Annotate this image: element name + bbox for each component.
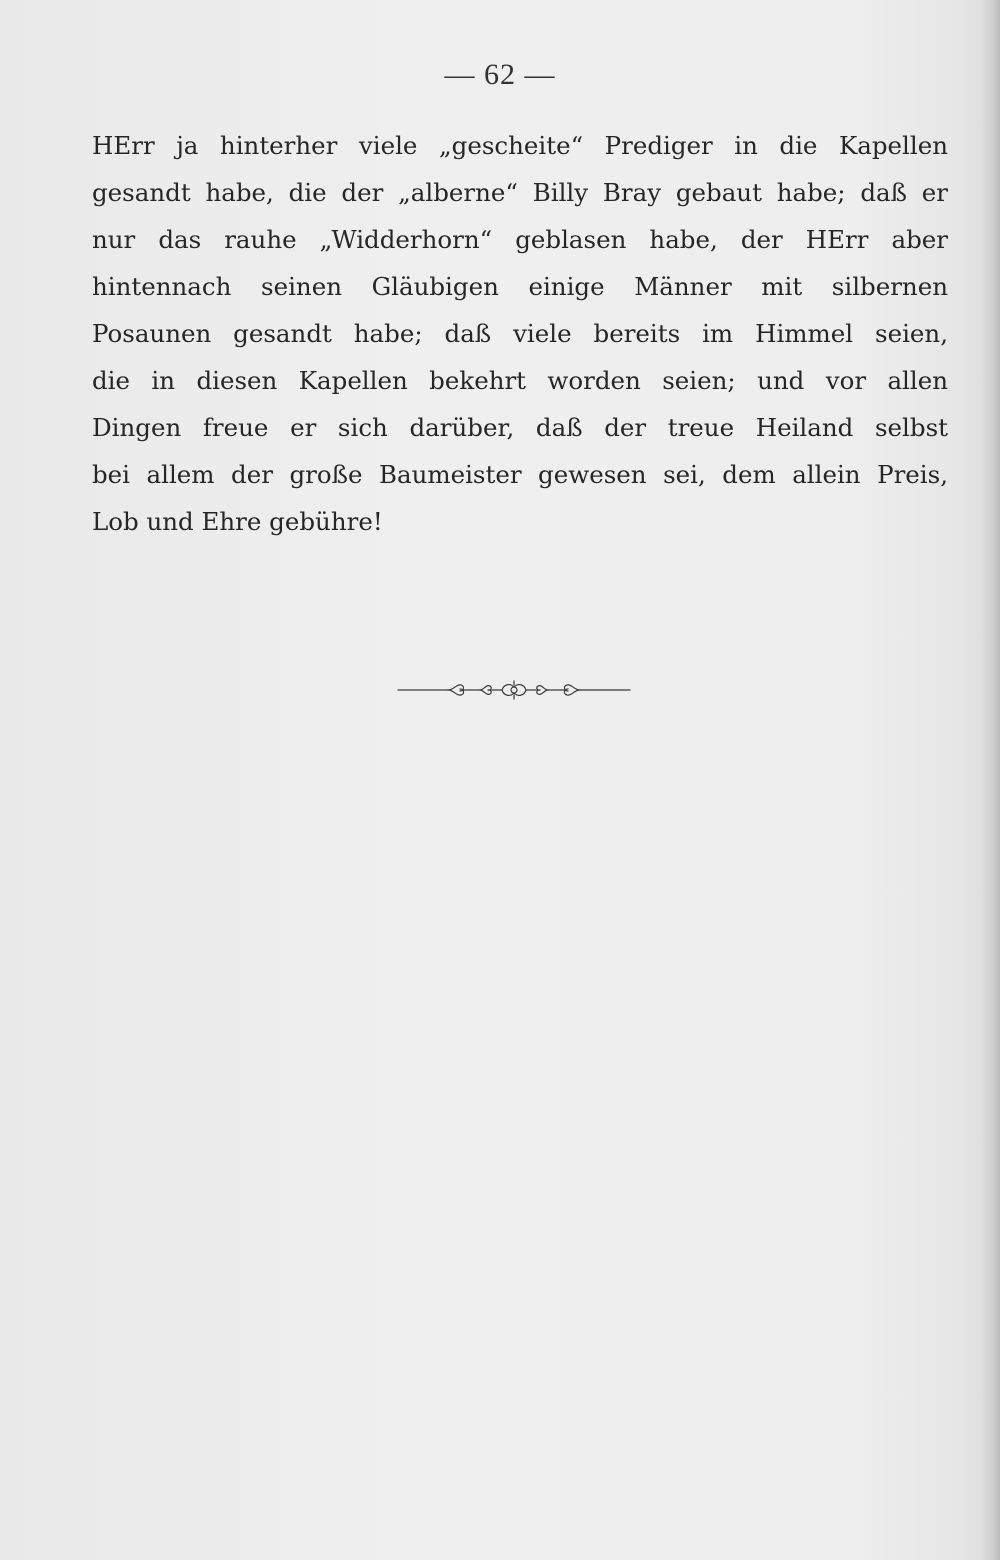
text-line: HErr ja hinterher viele „gescheite“ Prediger in die Kapellen xyxy=(92,131,948,160)
text-line: bei allem der große Baumeister gewesen sei, dem allein Preis, xyxy=(92,460,948,489)
text-line: hintennach seinen Gläubigen einige Männer mit silbernen xyxy=(92,272,948,301)
decorative-flourish-icon xyxy=(396,678,632,702)
text-line: die in diesen Kapellen bekehrt worden seien; und vor allen xyxy=(92,366,948,395)
text-line: Dingen freue er sich darüber, daß der treue Heiland selbst xyxy=(92,413,948,442)
text-line-final: Lob und Ehre gebühre! xyxy=(92,507,383,536)
text-line: Posaunen gesandt habe; daß viele bereits im Himmel seien, xyxy=(92,319,948,348)
text-line: gesandt habe, die der „alberne“ Billy Bray gebaut habe; daß er xyxy=(92,178,948,207)
page-binding-shadow xyxy=(982,0,1000,1560)
page-number: — 62 — xyxy=(444,58,556,91)
text-line: nur das rauhe „Widderhorn“ geblasen habe, der HErr aber xyxy=(92,225,948,254)
body-text xyxy=(92,122,948,545)
